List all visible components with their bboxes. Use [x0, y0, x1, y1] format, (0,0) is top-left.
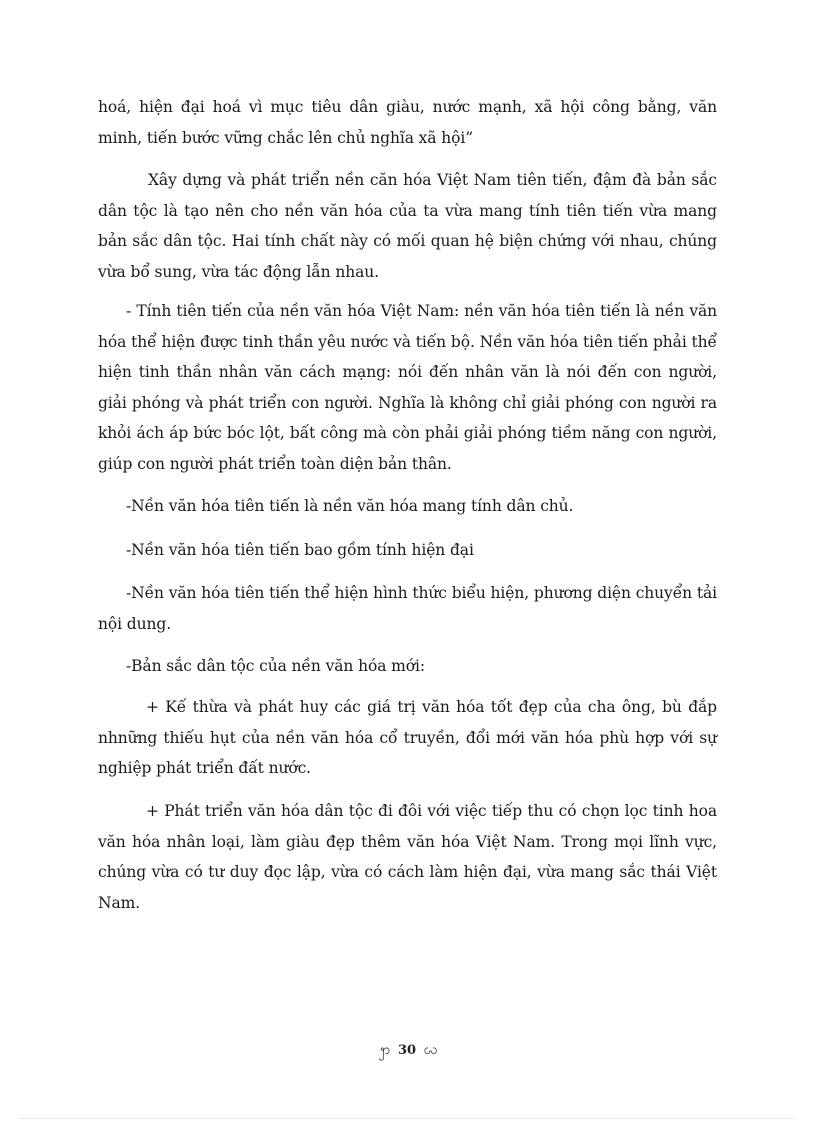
- paragraph-text: - Tính tiên tiến của nền văn hóa Việt Nam: nền văn hóa tiên tiến là nền văn hóa thể hiện được tinh thần yêu nước và tiến bộ. Nền văn hóa tiên tiến phải thể hiện tinh thần nhân văn cách mạng: nói đến nhân văn là nói đến con người, giải phóng và phát triển con người. Nghĩa là không chỉ giải phóng con người ra khỏi ách áp bức bóc lột, bất công mà còn phải giải phóng tiềm năng con người, giúp con người phát triển toàn diện bản thân.: [98, 302, 717, 473]
- paragraph-text: -Nền văn hóa tiên tiến là nền văn hóa mang tính dân chủ.: [126, 497, 574, 515]
- paragraph-text: -Nền văn hóa tiên tiến bao gồm tính hiện đại: [126, 541, 474, 559]
- paragraph-text: hoá, hiện đại hoá vì mục tiêu dân giàu, nước mạnh, xã hội công bằng, văn minh, tiến bước vững chắc lên chủ nghĩa xã hội”: [98, 98, 717, 147]
- paragraph-8: [98, 692, 717, 784]
- paragraph-1: [98, 92, 717, 153]
- paragraph-2: [98, 165, 717, 287]
- paragraph-9: [98, 796, 717, 918]
- paragraph-5: [98, 535, 717, 566]
- page-number: 30: [397, 1043, 417, 1058]
- ornament-left-icon: ꩭ: [378, 1042, 391, 1058]
- paragraph-text: Xây dựng và phát triển nền căn hóa Việt Nam tiên tiến, đậm đà bản sắc dân tộc là tạo nên cho nền văn hóa của ta vừa mang tính tiên tiến vừa mang bản sắc dân tộc. Hai tính chất này có mối quan hệ biện chứng với nhau, chúng vừa bổ sung, vừa tác động lẫn nhau.: [98, 171, 717, 281]
- paragraph-text: + Kế thừa và phát huy các giá trị văn hóa tốt đẹp của cha ông, bù đắp nhnững thiếu hụt của nền văn hóa cổ truyền, đổi mới văn hóa phù hợp với sự nghiệp phát triển đất nước.: [98, 698, 717, 777]
- paragraph-7: [98, 651, 717, 682]
- paragraph-6: [98, 578, 717, 639]
- page-footer: [0, 1040, 816, 1061]
- paragraph-text: + Phát triển văn hóa dân tộc đi đôi với việc tiếp thu có chọn lọc tinh hoa văn hóa nhân loại, làm giàu đẹp thêm văn hóa Việt Nam. Trong mọi lĩnh vực, chúng vừa có tư duy đọc lập, vừa có cách làm hiện đại, vừa mang sắc thái Việt Nam.: [98, 802, 717, 912]
- paragraph-text: -Nền văn hóa tiên tiến thể hiện hình thức biểu hiện, phương diện chuyển tải nội dung.: [98, 584, 717, 633]
- paragraph-4: [98, 491, 717, 522]
- paragraph-3: [98, 296, 717, 479]
- ornament-right-icon: ꩬ: [423, 1042, 438, 1058]
- paragraph-text: -Bản sắc dân tộc của nền văn hóa mới:: [126, 657, 425, 675]
- page-bottom-divider: [20, 1118, 796, 1119]
